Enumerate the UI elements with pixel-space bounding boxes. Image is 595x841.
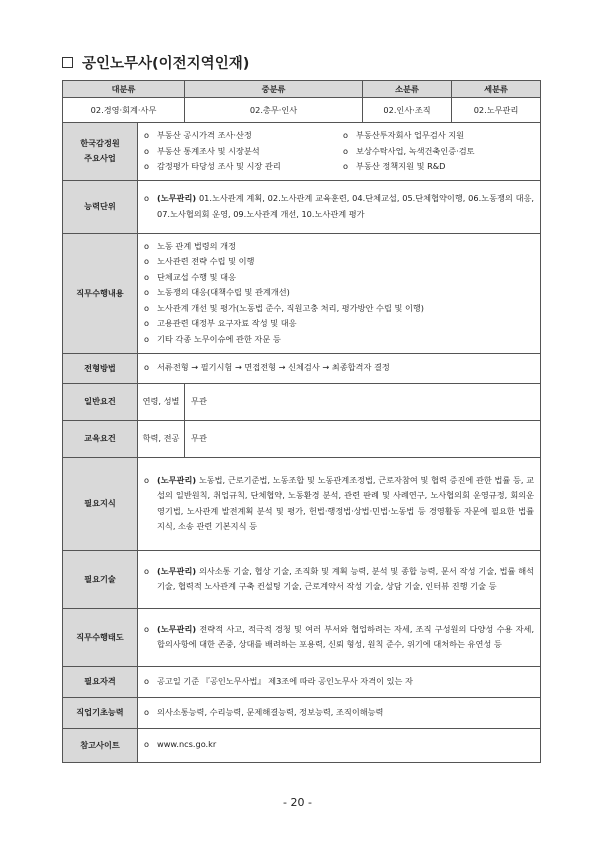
list-item: o 기타 각종 노무이슈에 관한 자문 등 [144,333,281,344]
header-minor-and-detail [363,81,541,98]
attitude-row [63,608,541,666]
category-prefix: (노무관리) [157,193,197,203]
row-label: 필요기술 [63,550,138,608]
job-description-table [62,80,541,763]
knowledge-text: 노동법, 근로기준법, 노동조합 및 노동관계조정법, 근로자참여 및 협력 증진에 관한 법률 등, 교섭의 일반원칙, 취업규칙, 단체협약, 노동환경 분석, 관련 판례 및 사례연구, 노사협의회 운영규정, 회의운영기법, 노사관계 발전계획 분석 및 평가, 헌법·행정법·상법·민법·노동법 등 경영활동 자문에 필요한 법률 지식, 소송 관련 기본지식 등 [157,474,535,531]
category-prefix: (노무관리) [157,623,197,634]
list-item: o 부동산투자회사 업무검사 지원 [343,130,465,140]
header-major: 대분류 [63,81,185,98]
list-item: o 부동산 통계조사 및 시장분석 [144,145,260,156]
category-prefix: (노무관리) [157,474,197,485]
header-middle: 중분류 [185,81,363,98]
skills-row [63,550,541,608]
code-middle: 02.총무·인사 [185,98,363,123]
business-column-1 [144,128,335,175]
list-item: o 부동산 공시가격 조사·산정 [144,130,252,140]
education-req-value: 무관 [185,420,541,457]
reference-site-row [63,728,541,762]
knowledge-content: o (노무관리) 노동법, 근로기준법, 노동조합 및 노동관계조정법, 근로자참여 및 협력 증진에 관한 법률 등, 교섭의 일반원칙, 취업규칙, 단체협약, 노동환경 분석, 관련 판례 및 사례연구, 노사협의회 운영규정, 회의운영기법, 노사관계 발전계획 분석 및 평가, 헌법·행정법·상법·민법·노동법 등 경영활동 자문에 필요한 법률 지식, 소송 관련 기본지식 등 [138,457,541,550]
row-label: 직무수행태도 [63,608,138,666]
attitude-text: 전략적 사고, 적극적 경청 및 여러 부서와 협업하려는 자세, 조직 구성원의 다양성 수용 자세, 합의사항에 대한 존중, 상대를 배려하는 포용력, 신뢰 형성, 원칙 준수, 위기에 대처하는 유연성 등 [157,623,535,649]
list-item: o 노동쟁의 대응(대책수립 및 관계개선) [144,287,290,298]
list-item: o 단체교섭 수행 및 대응 [144,271,236,282]
category-header-row [63,81,541,98]
selection-content: o 서류전형 → 필기시험 → 면접전형 → 신체검사 → 최종합격자 결정 [138,353,541,383]
row-label: 필요지식 [63,457,138,550]
list-item: o 노사관계 개선 및 평가(노동법 준수, 직원고충 처리, 평가방안 수립 및 이행) [144,302,424,313]
header-minor: 소분류 [395,83,419,94]
category-prefix: (노무관리) [157,565,197,576]
category-code-row [63,98,541,123]
list-item: o 보상수탁사업, 녹색건축인증·검토 [343,145,475,156]
list-item: o 노동 관계 법령의 개정 [144,240,236,251]
code-detail: 02.노무관리 [451,98,540,122]
competency-unit-content: o (노무관리) 01.노사관계 계획, 02.노사관계 교육훈련, 04.단체교섭, 05.단체협약이행, 06.노동쟁의 대응, 07.노사협의회 운영, 09.노사관계 개선, 10.노사관계 평가 [138,180,541,233]
header-detail: 세분류 [451,81,540,97]
section-title-text: 공인노무사(이전지역인재) [82,56,250,72]
competency-unit-text: 01.노사관계 계획, 02.노사관계 교육훈련, 04.단체교섭, 05.단체협약이행, 06.노동쟁의 대응, 07.노사협의회 운영, 09.노사관계 개선, 10.노사관계 평가 [157,193,535,219]
reference-site-content: o www.ncs.go.kr [138,728,541,762]
code-minor: 02.인사·조직 [383,104,431,115]
page-number: - 20 - [283,796,312,809]
row-label: 직무수행내용 [63,233,138,353]
row-label: 필요자격 [63,666,138,697]
row-label: 한국감정원 주요사업 [63,123,138,181]
reference-site-link[interactable]: www.ncs.go.kr [157,739,217,750]
row-label: 전형방법 [63,353,138,383]
skills-content: o (노무관리) 의사소통 기술, 협상 기술, 조직화 및 계획 능력, 분석 및 종합 능력, 문서 작성 기술, 법률 해석 기술, 협력적 노사관계 구축 컨설팅 기술, 근로계약서 작성 기술, 상담 기술, 인터뷰 진행 기술 등 [138,550,541,608]
selection-row [63,353,541,383]
qualification-content: o 공고일 기준 『공인노무사법』 제3조에 따라 공인노무사 자격이 있는 자 [138,666,541,697]
list-item: o 노사관련 전략 수립 및 이행 [144,256,255,267]
row-label: 교육요건 [63,420,138,457]
code-minor-and-detail [363,98,541,123]
attitude-content: o (노무관리) 전략적 사고, 적극적 경청 및 여러 부서와 협업하려는 자세, 조직 구성원의 다양성 수용 자세, 합의사항에 대한 존중, 상대를 배려하는 포용력, 신뢰 형성, 원칙 준수, 위기에 대처하는 유연성 등 [138,608,541,666]
basic-competency-row [63,697,541,728]
qualification-text: 공고일 기준 『공인노무사법』 제3조에 따라 공인노무사 자격이 있는 자 [157,675,413,686]
job-content-row [63,233,541,353]
list-item: o 고용관련 대정부 요구자료 작성 및 대응 [144,318,297,329]
business-column-2 [335,128,534,175]
general-req-row [63,383,541,420]
skills-text: 의사소통 기술, 협상 기술, 조직화 및 계획 능력, 분석 및 종합 능력, 문서 작성 기술, 법률 해석 기술, 협력적 노사관계 구축 컨설팅 기술, 근로계약서 작성 기술, 상담 기술, 인터뷰 진행 기술 등 [157,565,535,591]
job-content-list [138,233,541,353]
education-req-row [63,420,541,457]
education-req-sub: 학력, 전공 [138,420,185,457]
knowledge-row [63,457,541,550]
general-req-value: 무관 [185,383,541,420]
row-label: 참고사이트 [63,728,138,762]
list-item: o 감정평가 타당성 조사 및 시장 관리 [144,161,281,171]
row-label: 능력단위 [63,180,138,233]
selection-text: 서류전형 → 필기시험 → 면접전형 → 신체검사 → 최종합격자 결정 [157,362,390,373]
general-req-sub: 연령, 성별 [138,383,185,420]
row-label: 일반요건 [63,383,138,420]
qualification-row [63,666,541,697]
company-business-row [63,123,541,181]
basic-competency-text: 의사소통능력, 수리능력, 문제해결능력, 정보능력, 조직이해능력 [157,706,384,717]
code-major: 02.경영·회계·사무 [63,98,185,123]
basic-competency-content: o 의사소통능력, 수리능력, 문제해결능력, 정보능력, 조직이해능력 [138,697,541,728]
competency-unit-row [63,180,541,233]
list-item: o 부동산 정책지원 및 R&D [343,161,446,171]
company-business-content [138,123,541,181]
row-label: 직업기초능력 [63,697,138,728]
section-title [62,52,249,73]
checkbox-square-icon [62,57,73,68]
